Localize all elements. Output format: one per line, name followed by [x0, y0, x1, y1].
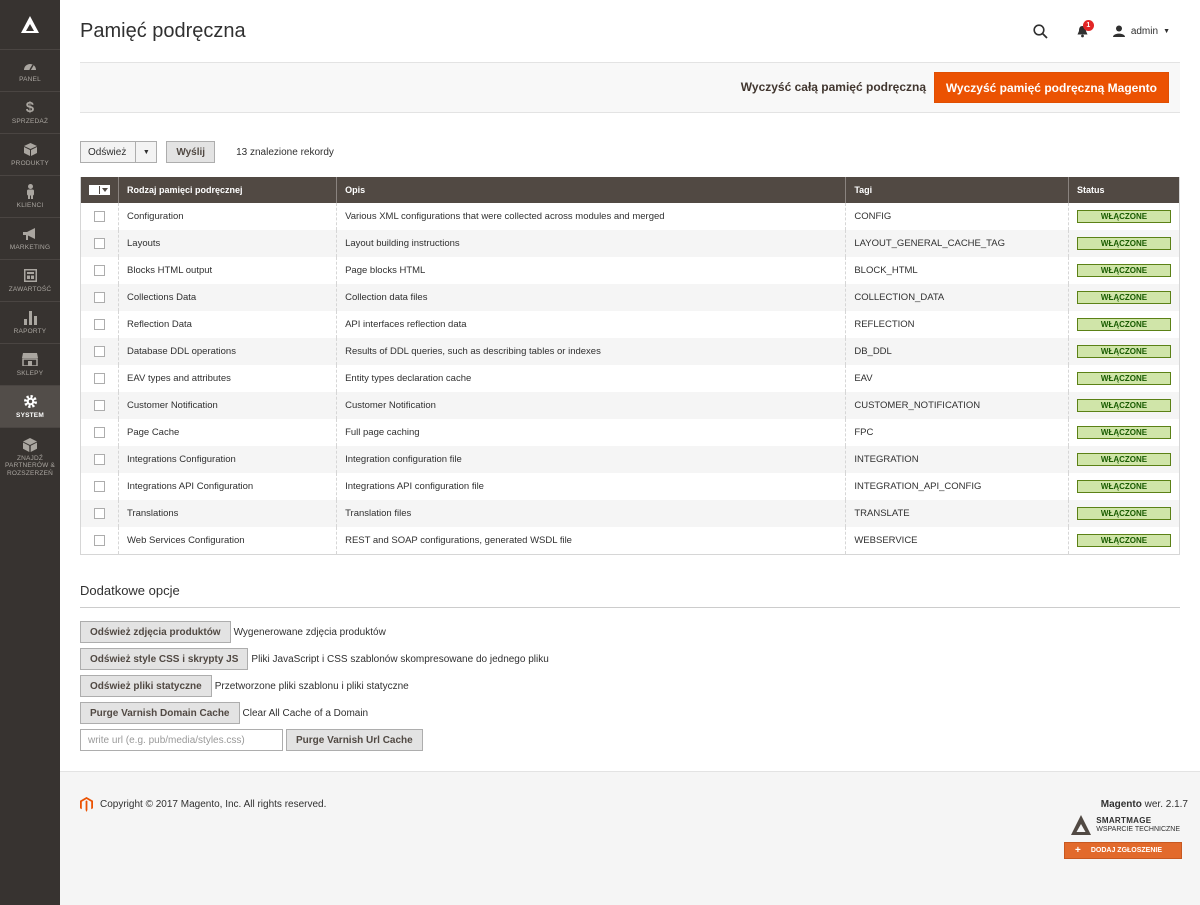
cell-description: Full page caching: [337, 419, 846, 446]
cell-description: REST and SOAP configurations, generated WSDL file: [337, 527, 846, 554]
cell-tags: LAYOUT_GENERAL_CACHE_TAG: [846, 230, 1069, 257]
row-checkbox[interactable]: [94, 319, 105, 330]
table-row[interactable]: [81, 203, 1180, 230]
cell-tags: WEBSERVICE: [846, 527, 1069, 554]
row-select-cell: [81, 230, 119, 257]
status-badge: WŁĄCZONE: [1077, 453, 1171, 466]
status-badge: WŁĄCZONE: [1077, 507, 1171, 520]
cell-cache-type: Database DDL operations: [119, 338, 337, 365]
additional-options-title: Dodatkowe opcje: [80, 583, 180, 598]
status-badge: WŁĄCZONE: [1077, 534, 1171, 547]
table-row[interactable]: [81, 500, 1180, 527]
cell-description: Entity types declaration cache: [337, 365, 846, 392]
status-badge: WŁĄCZONE: [1077, 210, 1171, 223]
sidebar-item-label: ZAWARTOŚĆ: [8, 285, 52, 293]
column-header-tags: Tagi: [846, 177, 1069, 203]
flush-static-files-button[interactable]: Odśwież pliki statyczne: [80, 675, 212, 697]
purge-varnish-domain-button[interactable]: Purge Varnish Domain Cache: [80, 702, 240, 724]
sidebar-item-partners[interactable]: [0, 428, 60, 486]
sidebar-item-label: KLIENCI: [16, 201, 44, 209]
cell-cache-type: Integrations Configuration: [119, 446, 337, 473]
cell-cache-type: Reflection Data: [119, 311, 337, 338]
flush-catalog-images-button[interactable]: Odśwież zdjęcia produktów: [80, 621, 231, 643]
sidebar-item-customers[interactable]: [0, 176, 60, 218]
bar-chart-icon: [24, 310, 37, 326]
cell-cache-type: Page Cache: [119, 419, 337, 446]
sidebar-item-stores[interactable]: [0, 344, 60, 386]
notification-count-badge: 1: [1083, 20, 1094, 31]
row-checkbox[interactable]: [94, 211, 105, 222]
cell-status: [1069, 527, 1180, 554]
user-icon: [1113, 25, 1125, 37]
row-select-cell: [81, 500, 119, 527]
sidebar-item-sales[interactable]: [0, 92, 60, 134]
cell-tags: EAV: [846, 365, 1069, 392]
option-description: Clear All Cache of a Domain: [242, 707, 369, 719]
column-header-description: Opis: [337, 177, 846, 203]
row-select-cell: [81, 338, 119, 365]
page-title: Pamięć podręczna: [80, 20, 246, 42]
cell-description: Various XML configurations that were collected across modules and merged: [337, 203, 846, 230]
grid-toolbar: [80, 141, 334, 163]
table-row[interactable]: [81, 284, 1180, 311]
cell-status: [1069, 365, 1180, 392]
row-checkbox[interactable]: [94, 292, 105, 303]
cell-tags: TRANSLATE: [846, 500, 1069, 527]
varnish-url-input[interactable]: write url (e.g. pub/media/styles.css): [80, 729, 283, 751]
cell-status: [1069, 500, 1180, 527]
cell-description: API interfaces reflection data: [337, 311, 846, 338]
column-header-status: Status: [1069, 177, 1180, 203]
smartmage-support: WSPARCIE TECHNICZNE: [1096, 825, 1180, 833]
status-badge: WŁĄCZONE: [1077, 264, 1171, 277]
admin-sidebar: [0, 0, 60, 905]
sidebar-item-label: MARKETING: [9, 243, 51, 251]
add-ticket-label: DODAJ ZGŁOSZENIE: [1090, 847, 1163, 854]
search-icon[interactable]: [1033, 24, 1048, 39]
gear-icon: [23, 394, 38, 410]
cell-status: [1069, 230, 1180, 257]
store-icon: [22, 352, 38, 368]
cell-status: [1069, 338, 1180, 365]
records-count: 13 znalezione rekordy: [236, 146, 334, 158]
dashboard-icon: [23, 58, 37, 74]
row-checkbox[interactable]: [94, 400, 105, 411]
smartmage-icon: [1070, 814, 1092, 836]
submit-button[interactable]: Wyślij: [166, 141, 215, 163]
page-actions-bar: [80, 62, 1180, 113]
table-row[interactable]: [81, 365, 1180, 392]
extensions-icon: [23, 437, 37, 453]
version-number: wer. 2.1.7: [1141, 799, 1188, 810]
sidebar-item-products[interactable]: [0, 134, 60, 176]
row-select-cell: [81, 365, 119, 392]
cell-tags: REFLECTION: [846, 311, 1069, 338]
dropdown-arrow-icon: ▼: [142, 148, 150, 156]
row-select-cell: [81, 473, 119, 500]
status-badge: WŁĄCZONE: [1077, 372, 1171, 385]
cell-cache-type: Blocks HTML output: [119, 257, 337, 284]
table-row[interactable]: [81, 419, 1180, 446]
table-row[interactable]: [81, 338, 1180, 365]
megaphone-icon: [23, 226, 38, 242]
grid-header-row: [81, 177, 1180, 203]
add-ticket-button[interactable]: [1064, 842, 1182, 859]
option-row: [80, 729, 423, 751]
table-row[interactable]: [81, 257, 1180, 284]
cell-description: Results of DDL queries, such as describing tables or indexes: [337, 338, 846, 365]
sidebar-item-panel[interactable]: [0, 50, 60, 92]
cell-description: Layout building instructions: [337, 230, 846, 257]
row-select-cell: [81, 392, 119, 419]
table-row[interactable]: [81, 230, 1180, 257]
notifications-button[interactable]: [1076, 21, 1091, 38]
option-description: Pliki JavaScript i CSS szablonów skompresowane do jednego pliku: [251, 653, 549, 665]
row-checkbox[interactable]: [94, 373, 105, 384]
cell-tags: CUSTOMER_NOTIFICATION: [846, 392, 1069, 419]
header-actions: [1033, 20, 1170, 42]
chevron-down-icon: ▼: [1163, 27, 1170, 35]
mass-select-checkbox[interactable]: [89, 185, 110, 195]
cell-description: Integration configuration file: [337, 446, 846, 473]
table-row[interactable]: [81, 392, 1180, 419]
cell-status: [1069, 473, 1180, 500]
person-icon: [26, 184, 35, 200]
row-checkbox[interactable]: [94, 265, 105, 276]
mass-action-value: Odśwież: [81, 142, 136, 162]
cell-status: [1069, 203, 1180, 230]
cell-tags: INTEGRATION_API_CONFIG: [846, 473, 1069, 500]
cell-cache-type: Web Services Configuration: [119, 527, 337, 554]
status-badge: WŁĄCZONE: [1077, 291, 1171, 304]
sidebar-item-content[interactable]: [0, 260, 60, 302]
cell-description: Collection data files: [337, 284, 846, 311]
cell-cache-type: Layouts: [119, 230, 337, 257]
sidebar-item-reports[interactable]: [0, 302, 60, 344]
version-info: [1101, 799, 1188, 810]
cell-tags: FPC: [846, 419, 1069, 446]
row-checkbox[interactable]: [94, 346, 105, 357]
status-badge: WŁĄCZONE: [1077, 345, 1171, 358]
cell-status: [1069, 419, 1180, 446]
status-badge: WŁĄCZONE: [1077, 399, 1171, 412]
cell-description: Translation files: [337, 500, 846, 527]
option-row: [80, 621, 386, 643]
sidebar-item-marketing[interactable]: [0, 218, 60, 260]
cell-tags: DB_DDL: [846, 338, 1069, 365]
option-row: [80, 675, 409, 697]
cell-status: [1069, 284, 1180, 311]
cell-status: [1069, 446, 1180, 473]
cell-status: [1069, 392, 1180, 419]
option-row: [80, 648, 549, 670]
sidebar-item-label: RAPORTY: [13, 327, 47, 335]
flush-all-cache-button[interactable]: Wyczyść całą pamięć podręczną: [740, 80, 926, 94]
row-checkbox[interactable]: [94, 238, 105, 249]
status-badge: WŁĄCZONE: [1077, 426, 1171, 439]
table-row[interactable]: [81, 527, 1180, 554]
row-checkbox[interactable]: [94, 454, 105, 465]
copyright: [80, 797, 326, 812]
cell-status: [1069, 257, 1180, 284]
row-select-cell: [81, 284, 119, 311]
row-select-cell: [81, 311, 119, 338]
cell-cache-type: Customer Notification: [119, 392, 337, 419]
magento-logo[interactable]: [0, 0, 60, 50]
copyright-text: Copyright © 2017 Magento, Inc. All rights reserved.: [100, 799, 327, 810]
cell-cache-type: EAV types and attributes: [119, 365, 337, 392]
row-checkbox[interactable]: [94, 535, 105, 546]
row-select-cell: [81, 527, 119, 554]
sidebar-item-label: PANEL: [19, 75, 41, 83]
dollar-icon: $: [25, 99, 35, 117]
table-row[interactable]: [81, 473, 1180, 500]
admin-username: admin: [1130, 25, 1159, 37]
sidebar-item-label: PRODUKTY: [11, 159, 49, 167]
cell-tags: COLLECTION_DATA: [846, 284, 1069, 311]
page-content: [60, 0, 1200, 905]
status-badge: WŁĄCZONE: [1077, 237, 1171, 250]
smartmage-name: SMARTMAGE: [1096, 816, 1152, 825]
box-icon: [24, 142, 37, 158]
option-description: Wygenerowane zdjęcia produktów: [233, 626, 386, 638]
column-header-type: Rodzaj pamięci podręcznej: [119, 177, 337, 203]
cell-status: [1069, 311, 1180, 338]
cell-tags: BLOCK_HTML: [846, 257, 1069, 284]
plus-icon: +: [1075, 845, 1081, 856]
option-row: [80, 702, 368, 724]
cell-cache-type: Configuration: [119, 203, 337, 230]
status-badge: WŁĄCZONE: [1077, 318, 1171, 331]
sidebar-item-system[interactable]: [0, 386, 60, 428]
mass-select-header[interactable]: [81, 177, 119, 203]
table-row[interactable]: [81, 446, 1180, 473]
cell-tags: INTEGRATION: [846, 446, 1069, 473]
flush-js-css-button[interactable]: Odśwież style CSS i skrypty JS: [80, 648, 248, 670]
sidebar-item-label: SPRZEDAŻ: [11, 117, 49, 125]
page-header: [80, 20, 1180, 50]
status-badge: WŁĄCZONE: [1077, 480, 1171, 493]
cell-description: Integrations API configuration file: [337, 473, 846, 500]
row-select-cell: [81, 203, 119, 230]
brand-name: Magento: [1100, 799, 1142, 810]
page-footer: [60, 771, 1200, 905]
flush-magento-cache-button[interactable]: Wyczyść pamięć podręczną Magento: [934, 72, 1169, 103]
sidebar-item-label: SYSTEM: [16, 411, 44, 419]
table-row[interactable]: [81, 311, 1180, 338]
purge-varnish-url-button[interactable]: Purge Varnish Url Cache: [286, 729, 423, 751]
cell-cache-type: Integrations API Configuration: [119, 473, 337, 500]
admin-user-menu[interactable]: [1113, 25, 1170, 37]
cell-tags: CONFIG: [846, 203, 1069, 230]
row-checkbox[interactable]: [94, 481, 105, 492]
cell-cache-type: Translations: [119, 500, 337, 527]
row-select-cell: [81, 446, 119, 473]
row-checkbox[interactable]: [94, 427, 105, 438]
sidebar-item-label: SKLEPY: [16, 369, 44, 377]
smartmage-logo: [1070, 814, 1180, 836]
option-description: Przetworzone pliki szablonu i pliki statyczne: [214, 680, 409, 692]
row-checkbox[interactable]: [94, 508, 105, 519]
cell-description: Page blocks HTML: [337, 257, 846, 284]
chevron-down-icon: [102, 188, 108, 192]
magento-logo-icon: [80, 797, 93, 812]
cell-cache-type: Collections Data: [119, 284, 337, 311]
mass-action-select[interactable]: [80, 141, 157, 163]
divider: [80, 607, 1180, 608]
sidebar-item-label: ZNAJDŹ PARTNERÓW & ROZSZERZEŃ: [5, 454, 55, 477]
logo-icon: [20, 15, 40, 35]
layout-icon: [24, 268, 37, 284]
row-select-cell: [81, 257, 119, 284]
row-select-cell: [81, 419, 119, 446]
cell-description: Customer Notification: [337, 392, 846, 419]
cache-grid: [80, 177, 1180, 555]
